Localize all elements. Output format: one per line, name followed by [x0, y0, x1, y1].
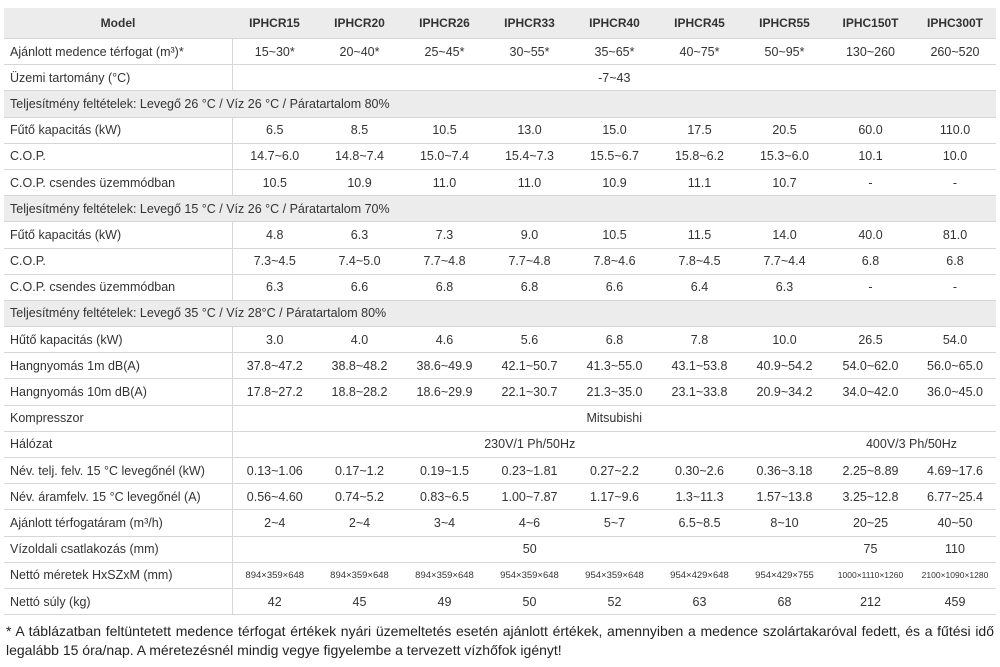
- cell: 6.6: [572, 274, 657, 300]
- row-label: Hangnyomás 1m dB(A): [4, 353, 232, 379]
- header-model-col: IPHCR20: [317, 8, 402, 39]
- cell: 7.4~5.0: [317, 248, 402, 274]
- cell: 21.3~35.0: [572, 379, 657, 405]
- cell: 1.57~13.8: [742, 484, 827, 510]
- cell: 13.0: [487, 117, 572, 143]
- cell: 15~30*: [232, 39, 317, 65]
- row-noise-1m: [4, 353, 996, 379]
- cell: 40.9~54.2: [742, 353, 827, 379]
- cell: 4.8: [232, 222, 317, 248]
- row-label: Fűtő kapacitás (kW): [4, 117, 232, 143]
- section-label: Teljesítmény feltételek: Levegő 26 °C / Víz 26 °C / Páratartalom 80%: [4, 91, 996, 117]
- section-label: Teljesítmény feltételek: Levegő 35 °C / Víz 28°C / Páratartalom 80%: [4, 300, 996, 326]
- cell: 4.6: [402, 327, 487, 353]
- cell: 11.5: [657, 222, 742, 248]
- cell: 894×359×648: [402, 562, 487, 588]
- row-heating-capacity: [4, 222, 996, 248]
- cell: 8.5: [317, 117, 402, 143]
- cell: 7.3: [402, 222, 487, 248]
- cell: 0.83~6.5: [402, 484, 487, 510]
- cell: 75: [827, 536, 914, 562]
- cell: 7.7~4.8: [487, 248, 572, 274]
- row-label: Vízoldali csatlakozás (mm): [4, 536, 232, 562]
- cell: 43.1~53.8: [657, 353, 742, 379]
- cell: 10.9: [572, 169, 657, 195]
- cell: 894×359×648: [317, 562, 402, 588]
- cell: 6.3: [232, 274, 317, 300]
- cell: 212: [827, 588, 914, 614]
- header-model-col: IPHCR26: [402, 8, 487, 39]
- cell: 10.0: [742, 327, 827, 353]
- cell: 6.5: [232, 117, 317, 143]
- cell: 10.5: [232, 169, 317, 195]
- cell: 6.6: [317, 274, 402, 300]
- cell: 38.6~49.9: [402, 353, 487, 379]
- cell: 9.0: [487, 222, 572, 248]
- cell: 7.8: [657, 327, 742, 353]
- row-cop-silent: [4, 169, 996, 195]
- cell: 10.9: [317, 169, 402, 195]
- cell: 0.36~3.18: [742, 458, 827, 484]
- cell: 1.00~7.87: [487, 484, 572, 510]
- cell: -: [827, 274, 914, 300]
- cell: 30~55*: [487, 39, 572, 65]
- cell: 5~7: [572, 510, 657, 536]
- merged-cell: Mitsubishi: [232, 405, 996, 431]
- cell: 60.0: [827, 117, 914, 143]
- cell: 6.77~25.4: [914, 484, 996, 510]
- cell: 20.5: [742, 117, 827, 143]
- header-model-col: IPHCR55: [742, 8, 827, 39]
- row-label: Fűtő kapacitás (kW): [4, 222, 232, 248]
- row-label: Nettó méretek HxSZxM (mm): [4, 562, 232, 588]
- cell: 4.0: [317, 327, 402, 353]
- cell: 23.1~33.8: [657, 379, 742, 405]
- header-model-col: IPHC150T: [827, 8, 914, 39]
- cell: 6.8: [914, 248, 996, 274]
- cell: 0.74~5.2: [317, 484, 402, 510]
- cell: 11.1: [657, 169, 742, 195]
- row-weight: [4, 588, 996, 614]
- cell: 26.5: [827, 327, 914, 353]
- row-label: Név. telj. felv. 15 °C levegőnél (kW): [4, 458, 232, 484]
- row-label: Kompresszor: [4, 405, 232, 431]
- section-row: [4, 91, 996, 117]
- cell: 15.0: [572, 117, 657, 143]
- cell: 35~65*: [572, 39, 657, 65]
- cell: 22.1~30.7: [487, 379, 572, 405]
- cell: 1.3~11.3: [657, 484, 742, 510]
- merged-cell: -7~43: [232, 65, 996, 91]
- cell: 36.0~45.0: [914, 379, 996, 405]
- cell: 6.8: [487, 274, 572, 300]
- header-model: Model: [4, 8, 232, 39]
- cell: 50~95*: [742, 39, 827, 65]
- cell: 110: [914, 536, 996, 562]
- cell: 4~6: [487, 510, 572, 536]
- header-model-col: IPHCR33: [487, 8, 572, 39]
- cell: 14.0: [742, 222, 827, 248]
- row-label: Hűtő kapacitás (kW): [4, 327, 232, 353]
- row-dimensions: [4, 562, 996, 588]
- row-cop: [4, 248, 996, 274]
- row-label: C.O.P.: [4, 248, 232, 274]
- row-network: [4, 431, 996, 457]
- spec-table: [4, 8, 996, 615]
- cell: 7.7~4.8: [402, 248, 487, 274]
- row-label: Hálózat: [4, 431, 232, 457]
- cell: 68: [742, 588, 827, 614]
- cell: 18.6~29.9: [402, 379, 487, 405]
- cell: 14.8~7.4: [317, 143, 402, 169]
- row-current: [4, 484, 996, 510]
- cell: 15.5~6.7: [572, 143, 657, 169]
- cell: 7.8~4.5: [657, 248, 742, 274]
- cell: 3.25~12.8: [827, 484, 914, 510]
- cell: 18.8~28.2: [317, 379, 402, 405]
- cell: 10.7: [742, 169, 827, 195]
- cell: 50: [487, 588, 572, 614]
- cell: 11.0: [402, 169, 487, 195]
- cell: 20~40*: [317, 39, 402, 65]
- footnote: * A táblázatban feltüntetett medence térfogat értékek nyári üzemeltetés esetén ajánlott értékek, amennyiben a medence szolártakaróval fedett, és a fűtési idő legalább 15 óra/nap. A méretezésnél mindig vegye figyelembe a tervezett vízhőfok igényt!: [6, 623, 994, 658]
- cell: 110.0: [914, 117, 996, 143]
- cell: 15.0~7.4: [402, 143, 487, 169]
- row-water-connection: [4, 536, 996, 562]
- cell: 7.7~4.4: [742, 248, 827, 274]
- row-label: C.O.P. csendes üzemmódban: [4, 169, 232, 195]
- row-label: Hangnyomás 10m dB(A): [4, 379, 232, 405]
- header-model-col: IPHCR15: [232, 8, 317, 39]
- cell: 6.8: [572, 327, 657, 353]
- cell: 2100×1090×1280: [914, 562, 996, 588]
- cell: 40.0: [827, 222, 914, 248]
- row-pool-volume: [4, 39, 996, 65]
- row-operating-range: [4, 65, 996, 91]
- cell: 15.3~6.0: [742, 143, 827, 169]
- cell: 17.8~27.2: [232, 379, 317, 405]
- cell: 10.0: [914, 143, 996, 169]
- row-label: Név. áramfelv. 15 °C levegőnél (A): [4, 484, 232, 510]
- row-label: Üzemi tartomány (°C): [4, 65, 232, 91]
- cell: 6.4: [657, 274, 742, 300]
- row-flow-rate: [4, 510, 996, 536]
- cell: 49: [402, 588, 487, 614]
- row-heating-capacity: [4, 117, 996, 143]
- cell: 52: [572, 588, 657, 614]
- cell: 37.8~47.2: [232, 353, 317, 379]
- cell: 40~75*: [657, 39, 742, 65]
- header-model-col: IPHCR40: [572, 8, 657, 39]
- cell: 0.30~2.6: [657, 458, 742, 484]
- cell: 40~50: [914, 510, 996, 536]
- cell: 17.5: [657, 117, 742, 143]
- cell: 130~260: [827, 39, 914, 65]
- cell: 34.0~42.0: [827, 379, 914, 405]
- cell: 6.5~8.5: [657, 510, 742, 536]
- cell: 0.19~1.5: [402, 458, 487, 484]
- cell: 63: [657, 588, 742, 614]
- cell: 6.8: [402, 274, 487, 300]
- cell: 38.8~48.2: [317, 353, 402, 379]
- cell: 3~4: [402, 510, 487, 536]
- section-row: [4, 300, 996, 326]
- row-cop: [4, 143, 996, 169]
- cell: 6.3: [742, 274, 827, 300]
- cell: 10.1: [827, 143, 914, 169]
- cell: 10.5: [402, 117, 487, 143]
- row-label: Nettó súly (kg): [4, 588, 232, 614]
- header-model-col: IPHC300T: [914, 8, 996, 39]
- row-compressor: [4, 405, 996, 431]
- header-row: [4, 8, 996, 39]
- cell: 15.4~7.3: [487, 143, 572, 169]
- cell: 7.3~4.5: [232, 248, 317, 274]
- cell: 11.0: [487, 169, 572, 195]
- cell: 20~25: [827, 510, 914, 536]
- cell: 954×429×755: [742, 562, 827, 588]
- cell: 81.0: [914, 222, 996, 248]
- cell: -: [827, 169, 914, 195]
- cell: 6.3: [317, 222, 402, 248]
- row-label: C.O.P.: [4, 143, 232, 169]
- cell: 954×359×648: [572, 562, 657, 588]
- row-label: Ajánlott térfogatáram (m³/h): [4, 510, 232, 536]
- row-label: C.O.P. csendes üzemmódban: [4, 274, 232, 300]
- cell: 6.8: [827, 248, 914, 274]
- row-cooling-capacity: [4, 327, 996, 353]
- cell: 2~4: [317, 510, 402, 536]
- cell: 2.25~8.89: [827, 458, 914, 484]
- merged-cell: 230V/1 Ph/50Hz: [232, 431, 827, 457]
- cell: 8~10: [742, 510, 827, 536]
- cell: -: [914, 169, 996, 195]
- cell: 7.8~4.6: [572, 248, 657, 274]
- cell: 42.1~50.7: [487, 353, 572, 379]
- merged-cell: 400V/3 Ph/50Hz: [827, 431, 996, 457]
- cell: 54.0: [914, 327, 996, 353]
- row-noise-10m: [4, 379, 996, 405]
- cell: 0.56~4.60: [232, 484, 317, 510]
- merged-cell: 50: [232, 536, 827, 562]
- cell: 1000×1110×1260: [827, 562, 914, 588]
- cell: 10.5: [572, 222, 657, 248]
- header-model-col: IPHCR45: [657, 8, 742, 39]
- cell: 20.9~34.2: [742, 379, 827, 405]
- section-label: Teljesítmény feltételek: Levegő 15 °C / Víz 26 °C / Páratartalom 70%: [4, 196, 996, 222]
- cell: 954×429×648: [657, 562, 742, 588]
- cell: 0.27~2.2: [572, 458, 657, 484]
- cell: 54.0~62.0: [827, 353, 914, 379]
- cell: 3.0: [232, 327, 317, 353]
- cell: 4.69~17.6: [914, 458, 996, 484]
- cell: 56.0~65.0: [914, 353, 996, 379]
- cell: 1.17~9.6: [572, 484, 657, 510]
- cell: 2~4: [232, 510, 317, 536]
- cell: -: [914, 274, 996, 300]
- cell: 45: [317, 588, 402, 614]
- cell: 954×359×648: [487, 562, 572, 588]
- cell: 41.3~55.0: [572, 353, 657, 379]
- row-label: Ajánlott medence térfogat (m³)*: [4, 39, 232, 65]
- cell: 894×359×648: [232, 562, 317, 588]
- cell: 25~45*: [402, 39, 487, 65]
- cell: 42: [232, 588, 317, 614]
- cell: 0.13~1.06: [232, 458, 317, 484]
- cell: 260~520: [914, 39, 996, 65]
- cell: 15.8~6.2: [657, 143, 742, 169]
- row-power-input: [4, 458, 996, 484]
- cell: 459: [914, 588, 996, 614]
- row-cop-silent: [4, 274, 996, 300]
- cell: 0.23~1.81: [487, 458, 572, 484]
- cell: 0.17~1.2: [317, 458, 402, 484]
- cell: 5.6: [487, 327, 572, 353]
- cell: 14.7~6.0: [232, 143, 317, 169]
- section-row: [4, 196, 996, 222]
